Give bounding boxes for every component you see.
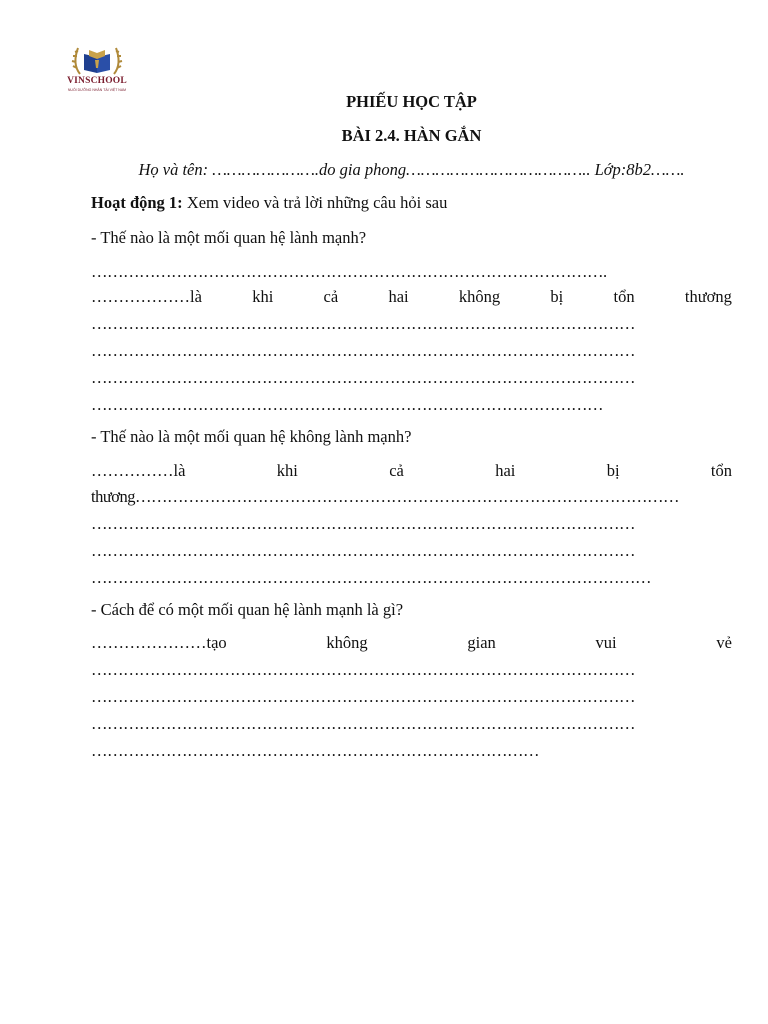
lesson-title: BÀI 2.4. HÀN GẮN [341, 126, 482, 145]
activity-heading [91, 193, 732, 213]
activity-instruction: Xem video và trả lời những câu hỏi sau [182, 193, 448, 212]
answer-word: gian [467, 633, 496, 652]
answer-2-line: thương………………………………………………………………………………………… [91, 487, 680, 506]
answer-3-line: ………………………………………………………………………… [91, 741, 539, 760]
logo-text: VINSCHOOL [67, 76, 127, 86]
answer-word: khi [276, 461, 298, 480]
question-3: - Cách để có một mối quan hệ lành mạnh là gì? [91, 600, 404, 619]
answer-word: bị [550, 287, 564, 306]
answer-word: hai [495, 461, 516, 480]
answer-3-line: ………………………………………………………………………………………… [91, 714, 635, 733]
answer-word: không [458, 287, 501, 306]
answer-word: ………………là [91, 287, 202, 306]
answer-word: vui [595, 633, 617, 652]
answer-word: không [326, 633, 368, 652]
answer-1-line: ……………………………………………………………………………………. [91, 262, 607, 281]
student-info-line: Họ và tên: ………………….do gia phong……………………………….. Lớp:8b2……. [138, 160, 685, 179]
answer-word: tổn [613, 287, 635, 306]
answer-word: khi [252, 287, 274, 306]
answer-word: vẻ [716, 633, 732, 652]
answer-word: hai [388, 287, 409, 306]
answer-word: ……………là [91, 461, 186, 480]
logo-tagline: NUÔI DƯỠNG NHÂN TÀI VIỆT NAM [67, 88, 127, 92]
answer-word: …………………tạo [91, 633, 227, 652]
answer-1-line: ………………………………………………………………………………………… [91, 314, 635, 333]
answer-2-line: ………………………………………………………………………………………… [91, 541, 635, 560]
answer-2-text [91, 461, 732, 481]
answer-word: bị [606, 461, 620, 480]
answer-word: cả [389, 461, 404, 480]
answer-2-line: ………………………………………………………………………………………… [91, 514, 635, 533]
answer-1-line: ………………………………………………………………………………………… [91, 368, 635, 387]
answer-1-line: …………………………………………………………………………………… [91, 395, 603, 414]
school-logo [62, 40, 132, 96]
answer-2-line: …………………………………………………………………………………………… [91, 568, 651, 587]
answer-1-text [91, 287, 732, 307]
answer-3-text [91, 633, 732, 653]
worksheet-title: PHIẾU HỌC TẬP [346, 92, 477, 111]
question-1: - Thế nào là một mối quan hệ lành mạnh? [91, 228, 367, 247]
answer-word: thương [684, 287, 732, 306]
answer-3-line: ………………………………………………………………………………………… [91, 687, 635, 706]
book-emblem-icon [62, 40, 132, 80]
answer-3-line: ………………………………………………………………………………………… [91, 660, 635, 679]
answer-1-line: ………………………………………………………………………………………… [91, 341, 635, 360]
answer-word: cả [323, 287, 339, 306]
activity-label: Hoạt động 1: [91, 193, 183, 212]
answer-word: tổn [710, 461, 732, 480]
question-2: - Thế nào là một mối quan hệ không lành mạnh? [91, 427, 412, 446]
